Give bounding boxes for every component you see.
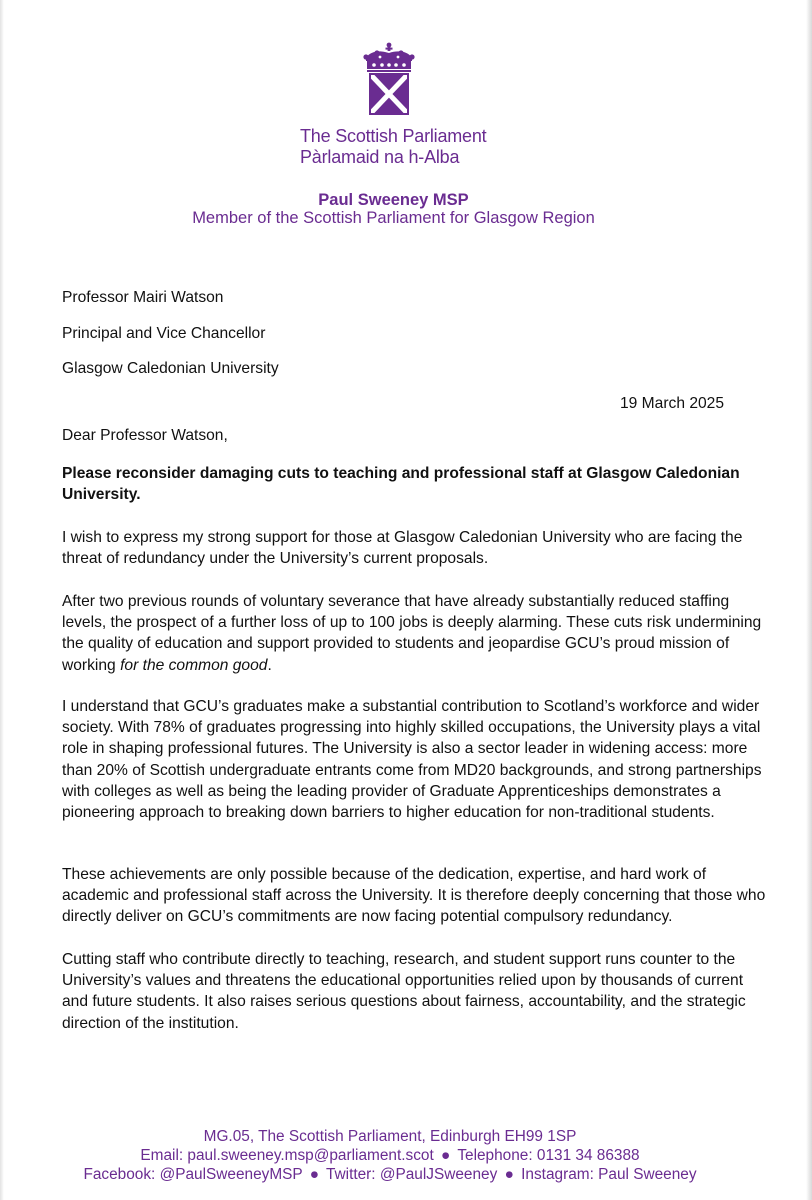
paragraph-2-text: After two previous rounds of voluntary severance that have already substantially reduced staffing levels, the prospect of a further loss of up to 100 jobs is deeply alarming. These cuts risk undermining the quality of education and support provided to students and jeopardise GCU’s proud mission of working [62, 593, 762, 674]
paragraph-2-end: . [267, 656, 272, 674]
footer-separator: ● [441, 1147, 451, 1164]
paragraph-2-italic: for the common good [120, 656, 268, 674]
sender-role: Member of the Scottish Parliament for Glasgow Region [192, 209, 595, 227]
recipient-organisation: Glasgow Caledonian University [62, 360, 279, 377]
sender-name: Paul Sweeney MSP [318, 191, 469, 209]
footer-twitter: Twitter: @PaulJSweeney [325, 1166, 498, 1183]
footer-contact [0, 1146, 780, 1166]
footer-telephone: Telephone: 0131 34 86388 [457, 1147, 640, 1164]
paragraph-2 [62, 591, 767, 676]
page-edge-right [806, 0, 812, 1200]
footer-facebook: Facebook: @PaulSweeneyMSP [83, 1166, 303, 1183]
paragraph-1: I wish to express my strong support for those at Glasgow Caledonian University who are facing the threat of redundancy under the University’s current proposals. [62, 529, 743, 568]
parliament-name [300, 126, 500, 168]
footer-address: MG.05, The Scottish Parliament, Edinburgh EH99 1SP [203, 1128, 577, 1145]
letter-date: 19 March 2025 [620, 395, 725, 412]
footer-separator: ● [309, 1166, 319, 1183]
recipient-title: Principal and Vice Chancellor [62, 325, 266, 342]
footer-social [0, 1165, 780, 1185]
letter-subject: Please reconsider damaging cuts to teaching and professional staff at Glasgow Caledonian University. [62, 465, 740, 504]
parliament-name-gaelic: Pàrlamaid na h-Alba [300, 147, 460, 167]
paragraph-5: Cutting staff who contribute directly to teaching, research, and student support runs counter to the University’s values and threatens the educational opportunities relied upon by thousands of current and future students. It also raises serious questions about fairness, accountability, and the strategic direction of the institution. [62, 951, 746, 1032]
footer-separator: ● [504, 1166, 514, 1183]
footer-instagram: Instagram: Paul Sweeney [521, 1166, 697, 1183]
paragraph-4: These achievements are only possible because of the dedication, expertise, and hard work of academic and professional staff across the University. It is therefore deeply concerning that those who directly deliver on GCU’s commitments are now facing potential compulsory redundancy. [62, 866, 766, 926]
parliament-name-english: The Scottish Parliament [300, 126, 487, 146]
recipient-name: Professor Mairi Watson [62, 289, 224, 306]
footer-email: Email: paul.sweeney.msp@parliament.scot [140, 1147, 434, 1164]
paragraph-3: I understand that GCU’s graduates make a substantial contribution to Scotland’s workforce and wider society. With 78% of graduates progressing into highly skilled occupations, the University plays a vital role in shaping professional futures. The University is also a sector leader in widening access: more than 20% of Scottish undergraduate entrants come from MD20 backgrounds, and strong partnerships with colleges as well as being the leading provider of Graduate Apprenticeships demonstrates a pioneering approach to breaking down barriers to higher education for non-traditional students. [62, 698, 762, 822]
page-edge-left [0, 0, 4, 1200]
scottish-parliament-crest-icon [360, 42, 418, 120]
salutation: Dear Professor Watson, [62, 427, 228, 444]
